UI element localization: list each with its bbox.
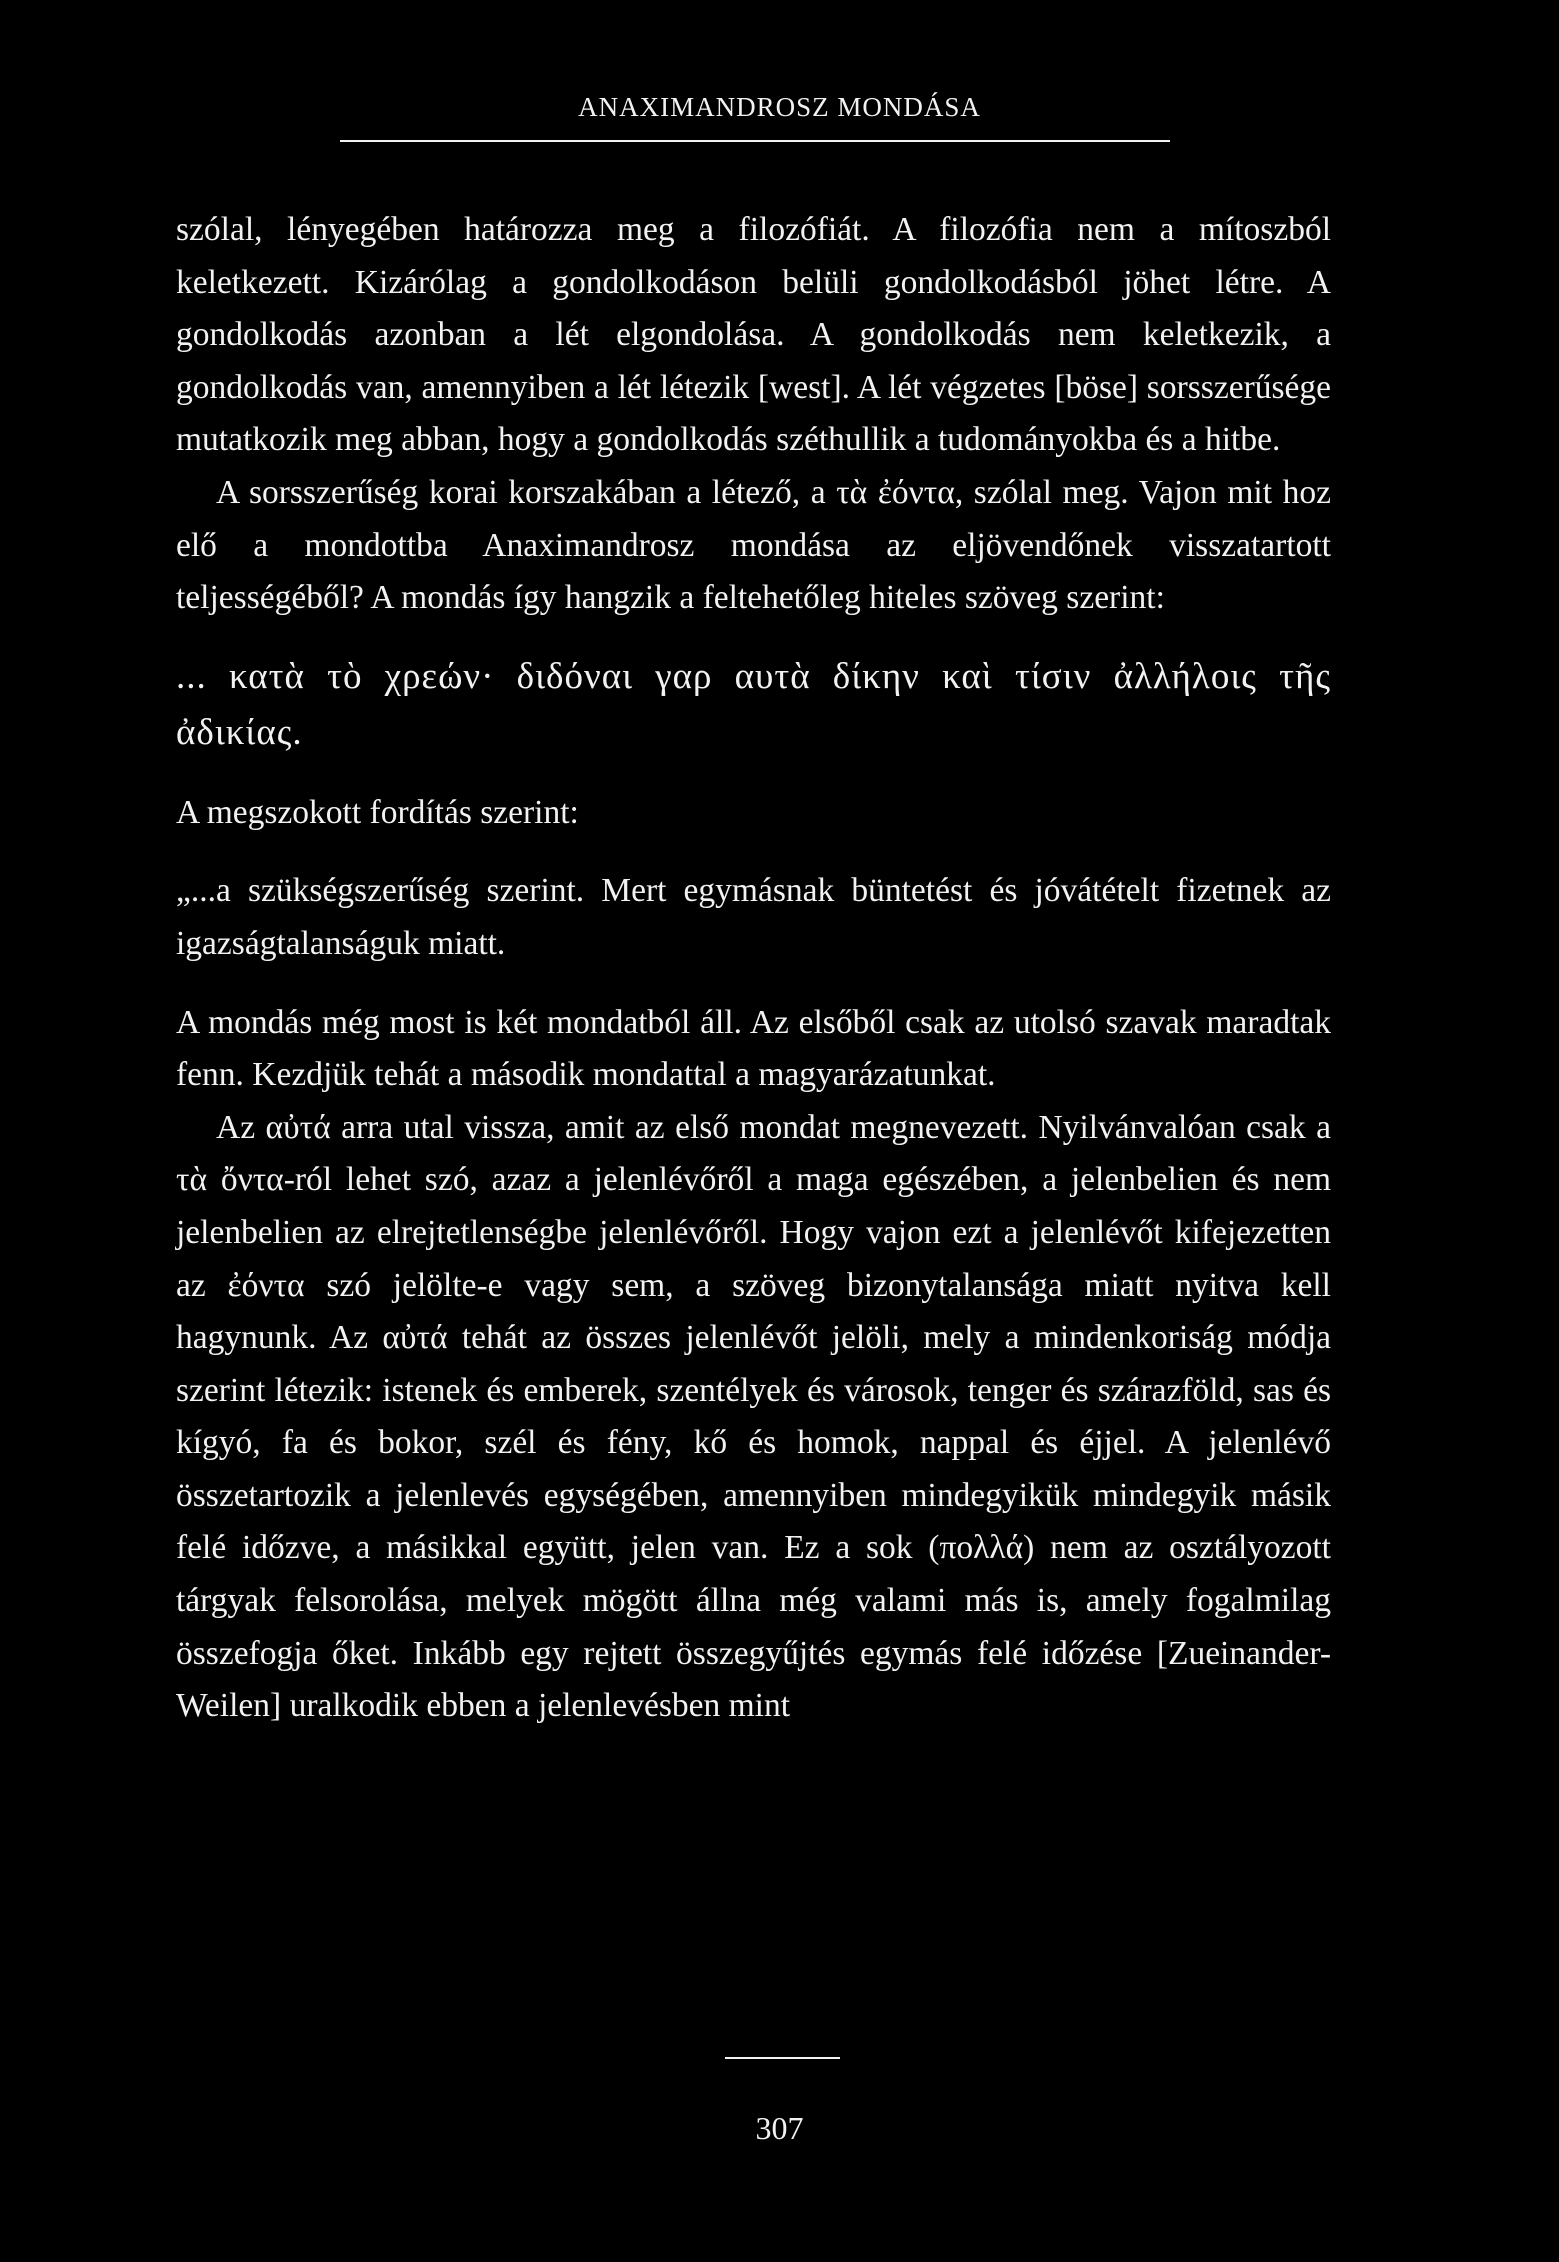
paragraph: A mondás még most is két mondatból áll. Az elsőből csak az utolsó szavak maradtak fenn. Kezdjük tehát a második mondattal a magyarázatunkat. — [176, 1003, 1331, 1094]
translation-quotation: „...a szükségszerűség szerint. Mert egymásnak büntetést és jóvátételt fizetnek az igazságtalanságuk miatt. — [176, 872, 1331, 962]
paragraph: A sorsszerűség korai korszakában a létező, a τὰ ἐόντα, szólal meg. Vajon mit hoz elő a mondottba Anaximandrosz mondása az eljövendőnek visszatartott teljességéből? A mondás így hangzik a feltehetőleg hiteles szöveg szerint: — [176, 473, 1331, 617]
paragraph: Az αὐτά arra utal vissza, amit az első mondat megnevezett. Nyilvánvalóan csak a τὰ ὄντα-ról lehet szó, azaz a jelenlévőről a maga egészében, a jelenbelien és nem jelenbelien az elrejtetlenségbe jelenlévőről. Hogy vajon ezt a jelenlévőt kifejezetten az ἐόντα szó jelölte-e vagy sem, a szöveg bizonytalansága miatt nyitva kell hagynunk. Az αὐτά tehát az összes jelenlévőt jelöli, mely a mindenkoriság módja szerint létezik: istenek és emberek, szentélyek és városok, tenger és szárazföld, sas és kígyó, fa és bokor, szél és fény, kő és homok, nappal és éjjel. A jelenlévő összetartozik a jelenlevés egységében, amennyiben mindegyikük mindegyik másik felé időzve, a másikkal együtt, jelen van. Ez a sok (πολλά) nem az osztályozott tárgyak felsorolása, melyek mögött állna még valami más is, amely fogalmilag összefogja őket. Inkább egy rejtett összegyűjtés egymás felé időzése [Zueinander-Weilen] uralkodik ebben a jelenlevésben mint — [176, 1108, 1331, 1725]
paragraph: szólal, lényegében határozza meg a filozófiát. A filozófia nem a mítoszból keletkezett. Kizárólag a gondolkodáson belüli gondolkodásból jöhet létre. A gondolkodás azonban a lét elgondolása. A gondolkodás nem keletkezik, a gondolkodás van, amennyiben a lét létezik [west]. A lét végzetes [böse] sorsszerűsége mutatkozik meg abban, hogy a gondolkodás széthullik a tudományokba és a hitbe. — [176, 211, 1331, 459]
header-rule — [340, 140, 1170, 142]
running-header: ANAXIMANDROSZ MONDÁSA — [578, 92, 981, 122]
footer-rule — [725, 2057, 840, 2059]
paragraph: A megszokott fordítás szerint: — [176, 793, 579, 831]
page-number: 307 — [755, 2110, 804, 2146]
greek-quotation: ... κατὰ τὸ χρεών· διδόναι γαρ αυτὰ δίκην καὶ τίσιν ἀλλήλοις τῆς ἀδικίας. — [176, 655, 1331, 753]
body-text — [176, 204, 1331, 1733]
